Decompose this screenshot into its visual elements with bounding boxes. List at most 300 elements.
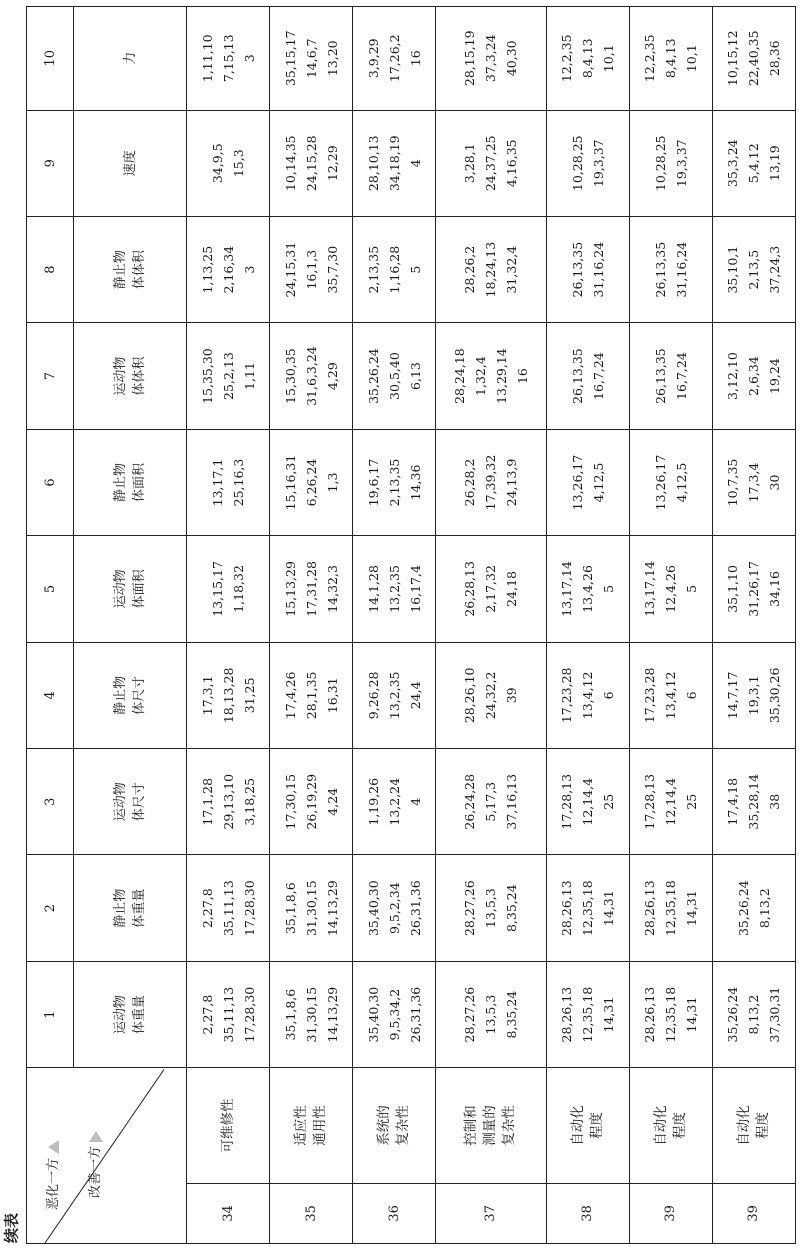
principle-numbers-line: 13,17,14 bbox=[559, 561, 575, 617]
principle-numbers-line: 1,19,26 bbox=[365, 777, 381, 826]
column-header-line: 体重量 bbox=[132, 888, 147, 928]
principle-numbers-line: 2,13,35 bbox=[365, 245, 381, 294]
column-header-line: 静止物 bbox=[113, 462, 128, 502]
row-number: 37 bbox=[436, 1183, 546, 1243]
matrix-cell bbox=[436, 961, 546, 1067]
principle-numbers-line: 10,28,25 bbox=[569, 135, 585, 192]
matrix-cell bbox=[436, 216, 546, 322]
matrix-cell bbox=[712, 429, 795, 535]
matrix-cell bbox=[270, 7, 353, 111]
principle-numbers-line: 37,24,3 bbox=[767, 245, 783, 294]
principle-numbers-line: 28,36 bbox=[767, 40, 783, 77]
principle-numbers-line: 16,7,24 bbox=[590, 352, 606, 400]
principle-numbers-line: 7,15,13 bbox=[220, 34, 236, 83]
principle-numbers-line: 17,26,2 bbox=[386, 34, 402, 83]
principle-numbers-line: 10,14,35 bbox=[282, 135, 298, 192]
principle-numbers-line: 1,3 bbox=[324, 472, 340, 493]
principle-numbers-line: 5 bbox=[684, 584, 700, 593]
column-number-6: 6 bbox=[27, 429, 74, 535]
row-number: 35 bbox=[270, 1183, 353, 1243]
principle-numbers-line: 17,1,28 bbox=[199, 777, 215, 826]
principle-numbers-line: 2,13,5 bbox=[746, 249, 762, 290]
matrix-cell bbox=[629, 642, 712, 748]
principle-numbers-line: 5,4,12 bbox=[746, 143, 762, 184]
matrix-cell bbox=[712, 7, 795, 111]
principle-numbers-line: 18,24,13 bbox=[483, 241, 499, 298]
principle-numbers-line: 28,26,2 bbox=[462, 245, 478, 294]
row-name-line: 复杂性 bbox=[395, 1105, 412, 1146]
improving-side-label bbox=[84, 1131, 103, 1198]
principle-numbers-line: 37,16,13 bbox=[504, 773, 520, 830]
column-number-5: 5 bbox=[27, 536, 74, 642]
column-header-3 bbox=[74, 749, 187, 855]
matrix-cell bbox=[187, 216, 270, 322]
table-row bbox=[546, 7, 629, 1244]
principle-numbers-line: 1,13,25 bbox=[199, 245, 215, 294]
principle-numbers-line: 12,29 bbox=[324, 145, 340, 182]
row-parameter-name bbox=[270, 1068, 353, 1183]
principle-numbers-line: 3,18,25 bbox=[241, 777, 257, 826]
row-number: 39 bbox=[712, 1183, 795, 1243]
matrix-cell bbox=[546, 429, 629, 535]
matrix-cell bbox=[546, 961, 629, 1067]
principle-numbers-line: 1,18,32 bbox=[231, 565, 247, 613]
principle-numbers-line: 17,3,4 bbox=[746, 462, 762, 503]
matrix-cell bbox=[546, 7, 629, 111]
column-number-7: 7 bbox=[27, 323, 74, 429]
principle-numbers-line: 37,30,31 bbox=[767, 986, 783, 1043]
matrix-cell bbox=[546, 642, 629, 748]
principle-numbers-line: 13,20 bbox=[324, 40, 340, 77]
matrix-cell bbox=[353, 536, 436, 642]
column-header-line: 运动物 bbox=[113, 356, 128, 396]
caption-text: 续表 bbox=[2, 1212, 21, 1244]
principle-numbers-line: 25,16,3 bbox=[231, 458, 247, 507]
row-number: 36 bbox=[353, 1183, 436, 1243]
row-name-line: 测量的 bbox=[482, 1105, 499, 1146]
matrix-cell bbox=[629, 216, 712, 322]
matrix-cell bbox=[629, 323, 712, 429]
principle-numbers-line: 14,13,29 bbox=[324, 986, 340, 1043]
column-header-9 bbox=[74, 110, 187, 216]
principle-numbers-line: 1,11,10 bbox=[199, 34, 215, 83]
matrix-cell bbox=[353, 642, 436, 748]
column-header-4 bbox=[74, 642, 187, 748]
principle-numbers-line: 9,5,34,2 bbox=[386, 988, 402, 1041]
principle-numbers-line: 13,2,35 bbox=[386, 565, 402, 613]
principle-numbers-line: 31,30,15 bbox=[303, 880, 319, 937]
principle-numbers-line: 26,28,13 bbox=[462, 561, 478, 617]
column-header-line: 运动物 bbox=[113, 569, 128, 609]
matrix-cell bbox=[436, 110, 546, 216]
matrix-cell bbox=[353, 7, 436, 111]
principle-numbers-line: 8,4,13 bbox=[663, 38, 679, 79]
matrix-cell bbox=[353, 429, 436, 535]
matrix-cell bbox=[712, 110, 795, 216]
principle-numbers-line: 19,3,37 bbox=[673, 139, 689, 188]
principle-numbers-line: 16 bbox=[407, 50, 423, 67]
row-parameter-name bbox=[629, 1068, 712, 1183]
principle-numbers-line: 35,3,24 bbox=[725, 139, 741, 188]
principle-numbers-line: 35,26,24 bbox=[725, 986, 741, 1043]
principle-numbers-line: 26,13,35 bbox=[652, 241, 668, 298]
column-header-line: 静止物 bbox=[113, 250, 128, 290]
matrix-cell bbox=[270, 749, 353, 855]
principle-numbers-line: 17,23,28 bbox=[642, 667, 658, 724]
principle-numbers-line: 6 bbox=[601, 691, 617, 700]
column-header-2 bbox=[74, 855, 187, 961]
column-name-row bbox=[74, 7, 187, 1244]
principle-numbers-line: 35,26,24 bbox=[735, 880, 751, 937]
column-number-1: 1 bbox=[27, 961, 74, 1067]
matrix-cell bbox=[270, 110, 353, 216]
column-number-4: 4 bbox=[27, 642, 74, 748]
matrix-cell bbox=[436, 429, 546, 535]
principle-numbers-line: 14,31 bbox=[601, 890, 617, 927]
matrix-cell bbox=[270, 216, 353, 322]
table-row bbox=[270, 7, 353, 1244]
principle-numbers-line: 31,25 bbox=[241, 677, 257, 714]
principle-numbers-line: 15,35,30 bbox=[199, 348, 215, 404]
column-header-8 bbox=[74, 216, 187, 322]
principle-numbers-line: 13,5,3 bbox=[483, 994, 499, 1035]
matrix-cell bbox=[712, 961, 795, 1067]
table-row bbox=[187, 7, 270, 1244]
principle-numbers-line: 35,26,24 bbox=[365, 348, 381, 404]
row-name-line: 程度 bbox=[754, 1112, 771, 1140]
matrix-cell bbox=[436, 7, 546, 111]
principle-numbers-line: 12,14,4 bbox=[580, 777, 596, 826]
principle-numbers-line: 17,23,28 bbox=[559, 667, 575, 724]
principle-numbers-line: 31,30,15 bbox=[303, 986, 319, 1043]
principle-numbers-line: 13,15,17 bbox=[210, 561, 226, 617]
principle-numbers-line: 5,17,3 bbox=[483, 781, 499, 822]
principle-numbers-line: 12,14,4 bbox=[663, 777, 679, 826]
column-header-line: 静止物 bbox=[113, 675, 128, 715]
row-parameter-name bbox=[546, 1068, 629, 1183]
principle-numbers-line: 26,19,29 bbox=[303, 773, 319, 830]
principle-numbers-line: 26,28,2 bbox=[462, 458, 478, 507]
arrow-up-icon bbox=[48, 1140, 59, 1154]
principle-numbers-line: 14,7,17 bbox=[725, 671, 741, 720]
matrix-cell bbox=[546, 216, 629, 322]
principle-numbers-line: 17,28,13 bbox=[642, 773, 658, 830]
matrix-cell bbox=[353, 855, 436, 961]
principle-numbers-line: 28,26,13 bbox=[642, 880, 658, 937]
principle-numbers-line: 15,13,29 bbox=[282, 561, 298, 617]
principle-numbers-line: 37,3,24 bbox=[483, 34, 499, 83]
table-row bbox=[629, 7, 712, 1244]
principle-numbers-line: 19,3,1 bbox=[746, 675, 762, 716]
principle-numbers-line: 17,4,26 bbox=[282, 671, 298, 720]
principle-numbers-line: 5 bbox=[407, 265, 423, 274]
principle-numbers-line: 31,26,17 bbox=[746, 561, 762, 617]
principle-numbers-line: 12,35,18 bbox=[663, 880, 679, 937]
principle-numbers-line: 25 bbox=[684, 793, 700, 810]
row-name-line: 通用性 bbox=[312, 1105, 329, 1146]
principle-numbers-line: 35,40,30 bbox=[365, 986, 381, 1043]
header-corner-cell bbox=[27, 1068, 187, 1244]
principle-numbers-line: 13,4,26 bbox=[580, 565, 596, 613]
principle-numbers-line: 35,15,17 bbox=[282, 30, 298, 87]
matrix-cell bbox=[712, 749, 795, 855]
contradiction-matrix-table bbox=[26, 6, 796, 1244]
row-name-line: 自动化 bbox=[569, 1105, 586, 1146]
matrix-cell bbox=[353, 216, 436, 322]
row-name-line: 自动化 bbox=[735, 1105, 752, 1146]
table-body bbox=[27, 7, 796, 1244]
matrix-cell bbox=[187, 855, 270, 961]
principle-numbers-line: 3 bbox=[241, 54, 257, 63]
principle-numbers-line: 2,13,35 bbox=[386, 458, 402, 507]
principle-numbers-line: 13,4,12 bbox=[580, 671, 596, 720]
principle-numbers-line: 16,17,4 bbox=[407, 565, 423, 613]
arrow-right-icon bbox=[89, 1131, 103, 1142]
principle-numbers-line: 3,28,1 bbox=[462, 143, 478, 184]
principle-numbers-line: 24,37,25 bbox=[483, 135, 499, 192]
principle-numbers-line: 24,32,2 bbox=[483, 671, 499, 720]
principle-numbers-line: 39 bbox=[504, 687, 520, 704]
principle-numbers-line: 35,40,30 bbox=[365, 880, 381, 937]
principle-numbers-line: 8,13,2 bbox=[746, 994, 762, 1035]
principle-numbers-line: 24,4 bbox=[407, 681, 423, 710]
principle-numbers-line: 8,4,13 bbox=[580, 38, 596, 79]
principle-numbers-line: 4,16,35 bbox=[504, 139, 520, 188]
principle-numbers-line: 35,1,10 bbox=[725, 565, 741, 613]
principle-numbers-line: 16,7,24 bbox=[673, 352, 689, 400]
matrix-cell bbox=[546, 323, 629, 429]
principle-numbers-line: 28,24,18 bbox=[451, 348, 467, 404]
column-number-10: 10 bbox=[27, 7, 74, 111]
principle-numbers-line: 12,35,18 bbox=[580, 986, 596, 1043]
matrix-cell bbox=[546, 536, 629, 642]
matrix-cell bbox=[629, 961, 712, 1067]
principle-numbers-line: 35,11,13 bbox=[220, 986, 236, 1043]
matrix-cell bbox=[353, 961, 436, 1067]
principle-numbers-line: 34,16 bbox=[767, 571, 783, 607]
principle-numbers-line: 14,13,29 bbox=[324, 880, 340, 937]
principle-numbers-line: 17,4,18 bbox=[725, 777, 741, 826]
principle-numbers-line: 13,26,17 bbox=[652, 454, 668, 511]
principle-numbers-line: 30,5,40 bbox=[386, 352, 402, 400]
row-number: 39 bbox=[629, 1183, 712, 1243]
column-number-8: 8 bbox=[27, 216, 74, 322]
principle-numbers-line: 12,2,35 bbox=[559, 34, 575, 83]
principle-numbers-line: 22,40,35 bbox=[746, 30, 762, 87]
matrix-cell bbox=[270, 429, 353, 535]
matrix-cell bbox=[712, 855, 795, 961]
principle-numbers-line: 2,27,8 bbox=[199, 888, 215, 929]
principle-numbers-line: 40,30 bbox=[504, 40, 520, 77]
principle-numbers-line: 28,27,26 bbox=[462, 986, 478, 1043]
principle-numbers-line: 28,26,13 bbox=[559, 880, 575, 937]
principle-numbers-line: 16,1,3 bbox=[303, 249, 319, 290]
principle-numbers-line: 19,24 bbox=[767, 358, 783, 394]
matrix-cell bbox=[353, 749, 436, 855]
principle-numbers-line: 4,12,5 bbox=[673, 462, 689, 503]
column-header-10 bbox=[74, 7, 187, 111]
column-number-3: 3 bbox=[27, 749, 74, 855]
matrix-cell bbox=[436, 536, 546, 642]
matrix-cell bbox=[546, 749, 629, 855]
table-caption bbox=[0, 1208, 22, 1248]
principle-numbers-line: 2,6,34 bbox=[746, 356, 762, 396]
principle-numbers-line: 19,6,17 bbox=[365, 458, 381, 507]
principle-numbers-line: 9,5,2,34 bbox=[386, 882, 402, 935]
worsening-text: 恶化一方 bbox=[46, 1157, 61, 1210]
principle-numbers-line: 5 bbox=[601, 584, 617, 593]
column-number-row bbox=[27, 7, 74, 1244]
principle-numbers-line: 31,16,24 bbox=[590, 241, 606, 298]
principle-numbers-line: 26,31,36 bbox=[407, 880, 423, 937]
principle-numbers-line: 12,2,35 bbox=[642, 34, 658, 83]
column-header-5 bbox=[74, 536, 187, 642]
table-row bbox=[436, 7, 546, 1244]
principle-numbers-line: 26,13,35 bbox=[652, 348, 668, 404]
principle-numbers-line: 28,26,13 bbox=[642, 986, 658, 1043]
matrix-cell bbox=[629, 536, 712, 642]
row-name-line: 自动化 bbox=[652, 1105, 669, 1146]
matrix-cell bbox=[353, 323, 436, 429]
matrix-cell bbox=[436, 323, 546, 429]
principle-numbers-line: 10,1 bbox=[601, 44, 617, 73]
principle-numbers-line: 31,32,4 bbox=[504, 245, 520, 294]
principle-numbers-line: 14,36 bbox=[407, 464, 423, 501]
matrix-cell bbox=[629, 110, 712, 216]
row-name-line: 程度 bbox=[588, 1112, 605, 1140]
principle-numbers-line: 10,28,25 bbox=[652, 135, 668, 192]
principle-numbers-line: 26,13,35 bbox=[569, 348, 585, 404]
row-name-line: 适应性 bbox=[293, 1105, 310, 1146]
row-number: 34 bbox=[187, 1183, 270, 1243]
column-header-line: 速度 bbox=[122, 150, 138, 177]
principle-numbers-line: 17,28,30 bbox=[241, 986, 257, 1043]
principle-numbers-line: 16,31 bbox=[324, 677, 340, 714]
matrix-cell bbox=[270, 855, 353, 961]
principle-numbers-line: 15,3 bbox=[231, 149, 247, 178]
principle-numbers-line: 15,30,35 bbox=[282, 348, 298, 404]
principle-numbers-line: 10,1 bbox=[684, 44, 700, 73]
matrix-cell bbox=[270, 536, 353, 642]
row-parameter-name bbox=[712, 1068, 795, 1183]
principle-numbers-line: 13,17,1 bbox=[210, 458, 226, 507]
matrix-cell bbox=[187, 7, 270, 111]
principle-numbers-line: 13,2,35 bbox=[386, 671, 402, 720]
column-header-line: 体面积 bbox=[132, 569, 147, 609]
principle-numbers-line: 4 bbox=[407, 159, 423, 168]
row-number: 38 bbox=[546, 1183, 629, 1243]
row-parameter-name bbox=[353, 1068, 436, 1183]
principle-numbers-line: 17,30,15 bbox=[282, 773, 298, 830]
principle-numbers-line: 6,13 bbox=[407, 362, 423, 390]
matrix-cell bbox=[187, 961, 270, 1067]
matrix-cell bbox=[546, 855, 629, 961]
principle-numbers-line: 30 bbox=[767, 474, 783, 491]
row-parameter-name bbox=[436, 1068, 546, 1183]
column-header-line: 体重量 bbox=[132, 995, 147, 1035]
column-header-1 bbox=[74, 961, 187, 1067]
principle-numbers-line: 9,26,28 bbox=[365, 671, 381, 720]
column-header-line: 体尺寸 bbox=[132, 782, 147, 822]
principle-numbers-line: 17,28,13 bbox=[559, 773, 575, 830]
principle-numbers-line: 12,35,18 bbox=[663, 986, 679, 1043]
matrix-cell bbox=[712, 216, 795, 322]
principle-numbers-line: 35,28,14 bbox=[746, 773, 762, 830]
matrix-cell bbox=[629, 749, 712, 855]
principle-numbers-line: 28,27,26 bbox=[462, 880, 478, 937]
principle-numbers-line: 12,35,18 bbox=[580, 880, 596, 937]
contradiction-matrix-page bbox=[26, 6, 796, 1244]
principle-numbers-line: 6,26,24 bbox=[303, 458, 319, 507]
principle-numbers-line: 35,1,8,6 bbox=[282, 988, 298, 1041]
principle-numbers-line: 14,32,3 bbox=[324, 565, 340, 613]
principle-numbers-line: 1,32,4 bbox=[472, 356, 488, 396]
principle-numbers-line: 26,24,28 bbox=[462, 773, 478, 830]
principle-numbers-line: 24,15,31 bbox=[282, 241, 298, 298]
table-row bbox=[353, 7, 436, 1244]
principle-numbers-line: 2,27,8 bbox=[199, 994, 215, 1035]
matrix-cell bbox=[436, 642, 546, 748]
column-header-line: 体尺寸 bbox=[132, 675, 147, 715]
principle-numbers-line: 13,17,14 bbox=[642, 561, 658, 617]
principle-numbers-line: 3,9,29 bbox=[365, 38, 381, 79]
principle-numbers-line: 18,13,28 bbox=[220, 667, 236, 724]
principle-numbers-line: 28,1,35 bbox=[303, 671, 319, 720]
principle-numbers-line: 3 bbox=[241, 265, 257, 274]
matrix-cell bbox=[546, 110, 629, 216]
principle-numbers-line: 34,18,19 bbox=[386, 135, 402, 192]
principle-numbers-line: 13,19 bbox=[767, 145, 783, 182]
principle-numbers-line: 4,12,5 bbox=[590, 462, 606, 503]
matrix-cell bbox=[629, 7, 712, 111]
column-header-line: 运动物 bbox=[113, 995, 128, 1035]
matrix-cell bbox=[270, 323, 353, 429]
row-name-line: 控制和 bbox=[463, 1105, 480, 1146]
column-number-9: 9 bbox=[27, 110, 74, 216]
principle-numbers-line: 17,39,32 bbox=[483, 454, 499, 511]
column-header-line: 体体积 bbox=[132, 356, 147, 396]
matrix-cell bbox=[187, 429, 270, 535]
principle-numbers-line: 28,26,10 bbox=[462, 667, 478, 724]
column-header-line: 体体积 bbox=[132, 250, 147, 290]
principle-numbers-line: 4,24 bbox=[324, 787, 340, 816]
principle-numbers-line: 35,7,30 bbox=[324, 245, 340, 294]
principle-numbers-line: 26,13,35 bbox=[569, 241, 585, 298]
principle-numbers-line: 28,10,13 bbox=[365, 135, 381, 192]
principle-numbers-line: 10,15,12 bbox=[725, 30, 741, 87]
matrix-cell bbox=[629, 429, 712, 535]
column-header-7 bbox=[74, 323, 187, 429]
worsening-side-label bbox=[42, 1140, 61, 1210]
principle-numbers-line: 25 bbox=[601, 793, 617, 810]
principle-numbers-line: 2,16,34 bbox=[220, 245, 236, 294]
column-header-6 bbox=[74, 429, 187, 535]
column-header-line: 静止物 bbox=[113, 888, 128, 928]
matrix-cell bbox=[712, 323, 795, 429]
matrix-cell bbox=[629, 855, 712, 961]
principle-numbers-line: 15,16,31 bbox=[282, 454, 298, 511]
row-name-line: 复杂性 bbox=[501, 1105, 518, 1146]
matrix-cell bbox=[187, 323, 270, 429]
principle-numbers-line: 17,28,30 bbox=[241, 880, 257, 937]
principle-numbers-line: 35,10,1 bbox=[725, 245, 741, 294]
principle-numbers-line: 14,31 bbox=[601, 996, 617, 1033]
principle-numbers-line: 14,31 bbox=[684, 890, 700, 927]
row-name-line: 系统的 bbox=[376, 1105, 393, 1146]
matrix-cell bbox=[270, 642, 353, 748]
matrix-cell bbox=[187, 749, 270, 855]
principle-numbers-line: 35,1,8,6 bbox=[282, 882, 298, 935]
